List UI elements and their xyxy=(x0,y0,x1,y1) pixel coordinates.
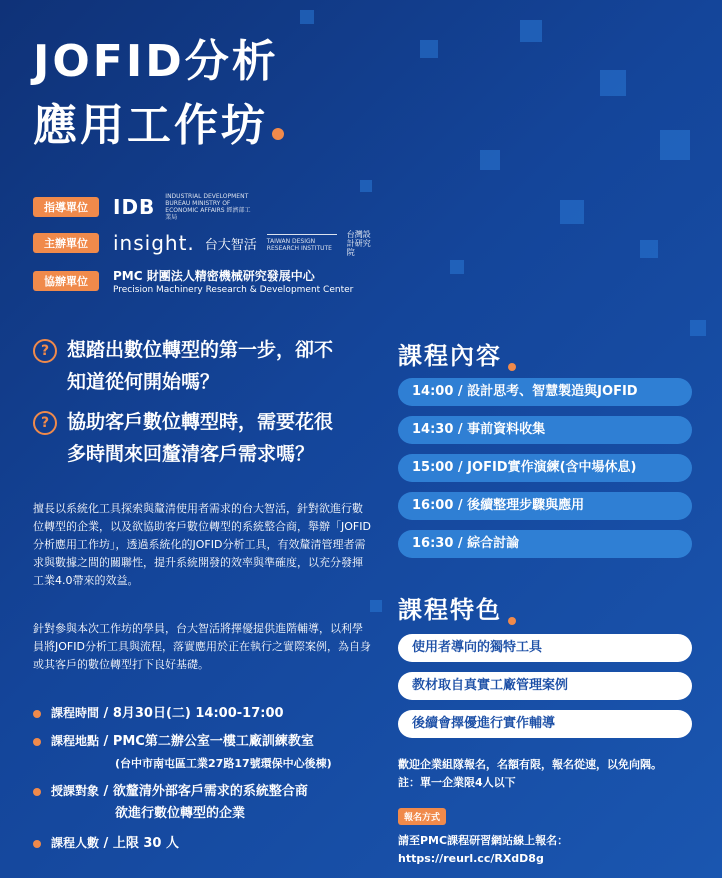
decor-pixel xyxy=(600,70,626,96)
pmc-logo-cn: 財團法人精密機械研究發展中心 xyxy=(146,269,315,283)
question-1: ? 想踏出數位轉型的第一步，卻不 知道從何開始嗎？ xyxy=(33,334,333,398)
info-count: 課程人數 / 上限 30 人 xyxy=(33,832,373,855)
title-line2: 應用工作坊 xyxy=(33,100,268,151)
decor-pixel xyxy=(420,40,438,58)
schedule-item: 14:00 / 設計思考、智慧製造與JOFID xyxy=(398,378,692,406)
org-tag: 主辦單位 xyxy=(33,233,99,253)
decor-pixel xyxy=(640,240,658,258)
register-link[interactable]: https://reurl.cc/RXdD8g xyxy=(398,852,544,865)
info-time: 課程時間 / 8月30日(二) 14:00-17:00 xyxy=(33,702,373,725)
schedule-item: 16:30 / 綜合討論 xyxy=(398,530,692,558)
register-tag: 報名方式 xyxy=(398,808,446,825)
org-logo-pmc xyxy=(113,267,353,295)
idb-logo: IDB xyxy=(113,195,156,219)
decor-pixel xyxy=(370,600,382,612)
org-tag: 協辦單位 xyxy=(33,271,99,291)
bullet-dot xyxy=(33,738,41,746)
feature-item: 使用者導向的獨特工具 xyxy=(398,634,692,662)
org-row-guide xyxy=(33,193,255,221)
decor-pixel xyxy=(450,260,464,274)
question-icon: ? xyxy=(33,339,57,363)
pmc-logo-en: Precision Machinery Research & Development Center xyxy=(113,285,354,295)
question-icon: ? xyxy=(33,411,57,435)
decor-pixel xyxy=(360,180,372,192)
question-2: ? 協助客戶數位轉型時，需要花很 多時間來回釐清客戶需求嗎？ xyxy=(33,406,333,470)
tdri-logo-cn: 台灣設計研究院 xyxy=(346,229,371,257)
page-title xyxy=(33,30,284,158)
insight-logo-cn: 台大智活 xyxy=(204,237,257,253)
notice: 歡迎企業組隊報名，名額有限，報名從速，以免向隅。 註：單一企業限4人以下 xyxy=(398,758,662,789)
info-target: 授課對象 / 欲釐清外部客戶需求的系統整合商 欲進行數位轉型的企業 xyxy=(33,780,373,825)
org-row-co xyxy=(33,269,354,295)
decor-pixel xyxy=(660,130,690,160)
bullet-dot xyxy=(33,840,41,848)
feature-item: 教材取自真實工廠管理案例 xyxy=(398,672,692,700)
schedule-title: 課程內容 xyxy=(398,336,516,371)
org-logo-insight xyxy=(113,230,377,257)
insight-logo: insight. xyxy=(113,231,195,255)
decor-pixel xyxy=(520,20,542,42)
org-logo-idb xyxy=(113,193,255,221)
schedule-item: 14:30 / 事前資料收集 xyxy=(398,416,692,444)
info-place: 課程地點 / PMC第二辦公室一樓工廠訓練教室 (台中市南屯區工業27路17號環保中心後棟) xyxy=(33,730,373,775)
decor-pixel xyxy=(690,320,706,336)
intro-paragraph: 擅長以系統化工具探索與釐清使用者需求的台大智活，針對欲進行數位轉型的企業，以及欲協助客戶數位轉型的系統整合商，舉辦「JOFID分析應用工作坊」，透過系統化的JOFID分析工具，有效釐清管理者需求與數據之間的關聯性，提升系統開發的效率與準確度，以充分發揮工業4.0帶來的效益。 xyxy=(33,502,371,587)
title-dot xyxy=(272,128,284,140)
pmc-logo: PMC xyxy=(113,269,143,283)
title-dot xyxy=(508,617,516,625)
title-line1: JOFID分析 xyxy=(33,36,279,87)
tdri-logo: TAIWAN DESIGN RESEARCH INSTITUTE xyxy=(267,234,337,252)
org-row-host xyxy=(33,229,377,257)
bullet-dot xyxy=(33,710,41,718)
features-title: 課程特色 xyxy=(398,590,516,625)
title-dot xyxy=(508,363,516,371)
decor-pixel xyxy=(480,150,500,170)
schedule-item: 16:00 / 後續整理步驟與應用 xyxy=(398,492,692,520)
org-tag: 指導單位 xyxy=(33,197,99,217)
feature-item: 後續會擇優進行實作輔導 xyxy=(398,710,692,738)
coaching-paragraph: 針對參與本次工作坊的學員，台大智活將擇優提供進階輔導，以利學員將JOFID分析工具與流程，落實應用於正在執行之實際案例，為自身或其客戶的數位轉型打下良好基礎。 xyxy=(33,622,371,671)
decor-pixel xyxy=(300,10,314,24)
bullet-dot xyxy=(33,788,41,796)
idb-logo-sub: INDUSTRIAL DEVELOPMENT BUREAU MINISTRY OF ECONOMIC AFFAIRS 經濟部工業局 xyxy=(165,193,251,221)
register-info: 請至PMC課程研習網站線上報名： https://reurl.cc/RXdD8g xyxy=(398,832,708,868)
decor-pixel xyxy=(560,200,584,224)
schedule-item: 15:00 / JOFID實作演練(含中場休息) xyxy=(398,454,692,482)
